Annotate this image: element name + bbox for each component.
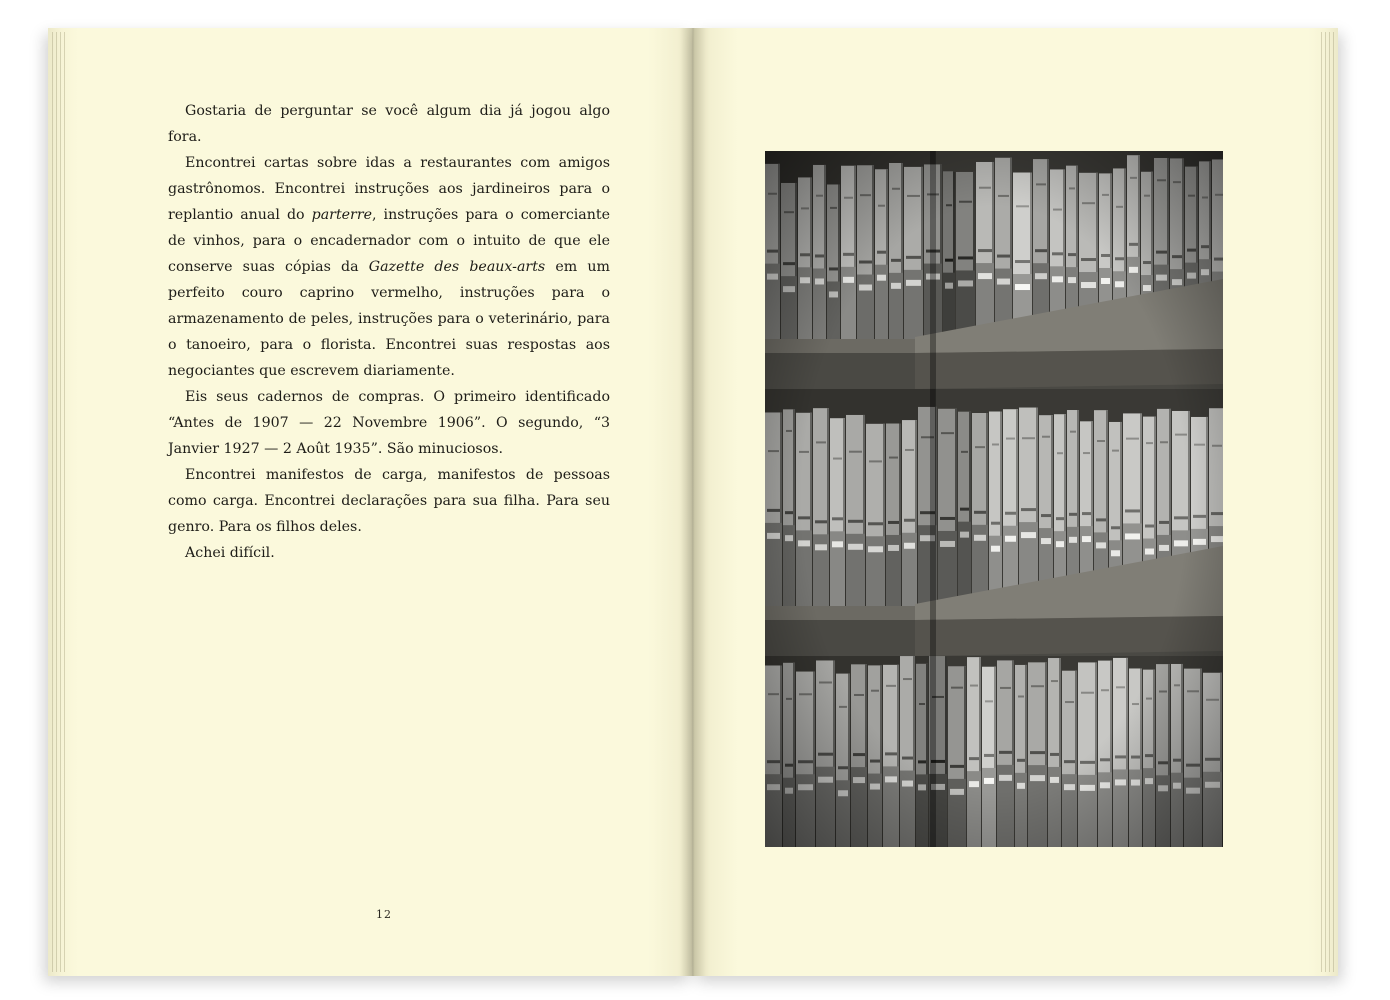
page-edges-right bbox=[1320, 32, 1334, 972]
text-run: Eis seus cadernos de compras. O primeiro identificado “Antes de 1907 — 22 Novembre 1906”. O segundo, “3 Janvier 1927 — 2 Août 1935”. São minuciosos. bbox=[168, 389, 610, 457]
archive-shelves-photo bbox=[765, 151, 1223, 847]
paragraph bbox=[168, 384, 610, 462]
text-run: em um perfeito couro caprino vermelho, instruções para o armazenamento de peles, instruções para o veterinário, para o tanoeiro, para o florista. Encontrei suas respostas aos negociantes que escrevem diariamente. bbox=[168, 259, 610, 379]
text-run: Gostaria de perguntar se você algum dia já jogou algo fora. bbox=[168, 103, 610, 145]
paragraph bbox=[168, 462, 610, 540]
left-page bbox=[48, 28, 693, 976]
open-book bbox=[48, 28, 1338, 976]
paragraph bbox=[168, 150, 610, 384]
page-edges-left bbox=[52, 32, 66, 972]
paragraph bbox=[168, 540, 610, 566]
italic-title: Gazette des beaux-arts bbox=[368, 259, 546, 275]
photo-illustration bbox=[765, 151, 1223, 847]
text-run: Encontrei cartas sobre idas a restaurantes com amigos gastrônomos. Encontrei instruções aos jardineiros para o replantio anual do bbox=[168, 155, 610, 223]
italic-title: parterre bbox=[311, 207, 373, 223]
text-run: , instruções para o comerciante de vinhos, para o encadernador com o intuito de que ele conserve suas cópias da bbox=[168, 207, 610, 275]
paragraph bbox=[168, 98, 610, 150]
right-page bbox=[693, 28, 1338, 976]
body-text bbox=[168, 98, 610, 566]
page-number: 12 bbox=[376, 908, 392, 921]
text-run: Achei difícil. bbox=[185, 545, 275, 561]
text-run: Encontrei manifestos de carga, manifestos de pessoas como carga. Encontrei declarações para sua filha. Para seu genro. Para os filhos deles. bbox=[168, 467, 610, 535]
